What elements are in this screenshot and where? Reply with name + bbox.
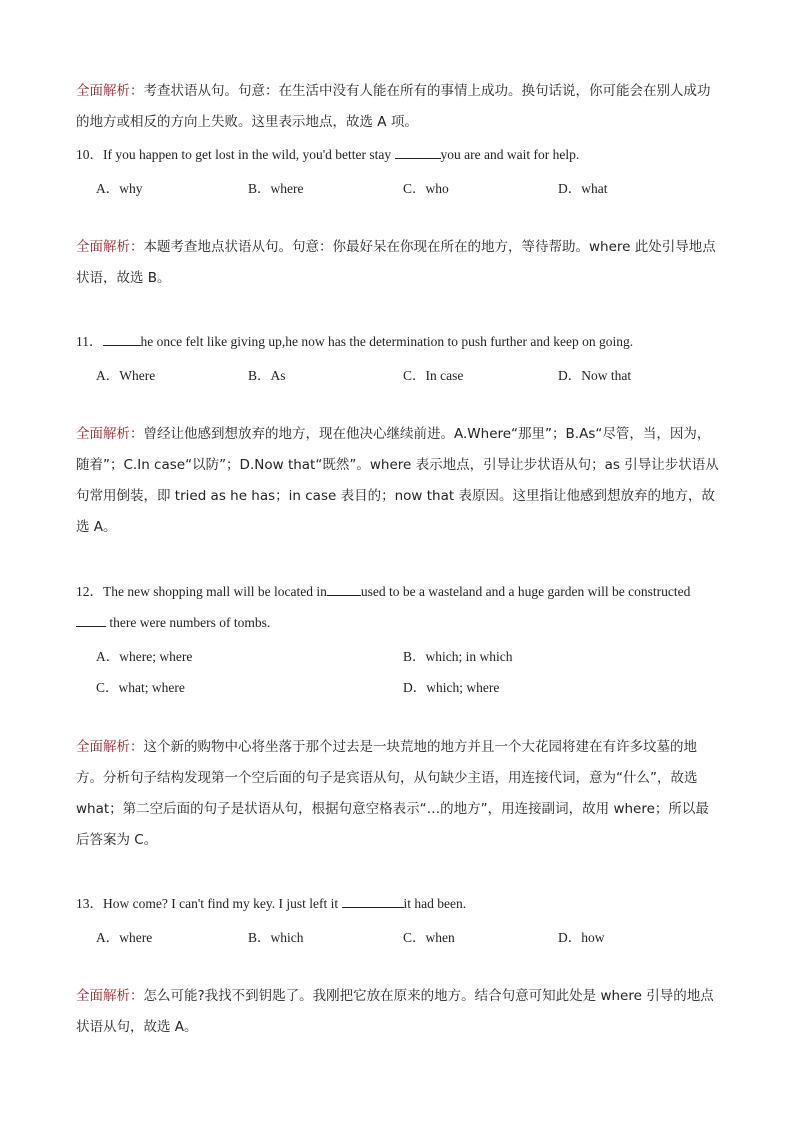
answer-blank-1 <box>327 583 361 596</box>
analysis-label: 全面解析： <box>76 426 144 442</box>
analysis-q12 <box>76 732 722 856</box>
option-c: C．In case <box>403 368 464 383</box>
question-number: 12． <box>76 584 103 599</box>
option-a: A．Where <box>96 368 156 383</box>
question-13 <box>76 888 722 919</box>
question-text-after: he once felt like giving up,he now has the determination to push further and keep on going. <box>140 334 634 349</box>
option-d: D．how <box>558 930 605 945</box>
option-d: D．which; where <box>403 680 500 695</box>
analysis-label: 全面解析： <box>76 988 144 1004</box>
question-text-before: The new shopping mall will be located in <box>103 584 327 599</box>
question-text-after: it had been. <box>403 896 467 911</box>
question-11 <box>76 326 722 357</box>
question-number: 10． <box>76 147 103 162</box>
answer-blank <box>342 895 404 908</box>
option-a: A．where <box>96 930 153 945</box>
question-text-before: How come? I can't find my key. I just left it <box>103 896 342 911</box>
analysis-text: 曾经让他感到想放弃的地方，现在他决心继续前进。A.Where“那里”；B.As“尽管，当，因为，随着”；C.In case“以防”；D.Now that“既然”。where 表示地点，引导让步状语从句；as 引导让步状语从句常用倒装，即 tried as he has；in case 表目的；now that 表原因。这里指让他感到想放弃的地方，故选 A。 <box>76 426 719 535</box>
analysis-q13 <box>76 981 722 1043</box>
option-c: C．when <box>403 930 455 945</box>
question-text-after: you are and wait for help. <box>440 147 580 162</box>
question-text-before: If you happen to get lost in the wild, you'd better stay <box>103 147 395 162</box>
analysis-q10 <box>76 232 722 294</box>
answer-blank <box>395 146 441 159</box>
analysis-label: 全面解析： <box>76 83 144 99</box>
analysis-text: 这个新的购物中心将坐落于那个过去是一块荒地的地方并且一个大花园将建在有许多坟墓的地方。分析句子结构发现第一个空后面的句子是宾语从句，从句缺少主语，用连接代词，意为“什么”，故选 what；第二空后面的句子是状语从句，根据句意空格表示“…的地方”，用连接副词，故用 where；所以最后答案为 C。 <box>76 739 709 848</box>
analysis-text: 本题考查地点状语从句。句意：你最好呆在你现在所在的地方，等待帮助。where 此处引导地点状语，故选 B。 <box>76 239 716 286</box>
option-d: D．what <box>558 181 608 196</box>
analysis-label: 全面解析： <box>76 739 144 755</box>
analysis-label: 全面解析： <box>76 239 144 255</box>
answer-blank-2 <box>76 614 106 627</box>
option-c: C．who <box>403 181 449 196</box>
option-d: D．Now that <box>558 368 632 383</box>
question-number: 13． <box>76 896 103 911</box>
question-number: 11． <box>76 334 103 349</box>
option-c: C．what; where <box>96 680 185 695</box>
analysis-text: 怎么可能?我找不到钥匙了。我刚把它放在原来的地方。结合句意可知此处是 where 引导的地点状语从句，故选 A。 <box>76 988 714 1035</box>
option-b: B．which <box>248 930 304 945</box>
option-a: A．why <box>96 181 143 196</box>
option-b: B．which; in which <box>403 649 513 664</box>
question-text-middle: used to be a wasteland and a huge garden will be constructed <box>360 584 691 599</box>
question-10 <box>76 139 722 170</box>
analysis-q11 <box>76 419 722 543</box>
option-b: B．where <box>248 181 304 196</box>
analysis-text: 考查状语从句。句意：在生活中没有人能在所有的事情上成功。换句话说，你可能会在别人成功的地方或相反的方向上失败。这里表示地点，故选 A 项。 <box>76 83 711 130</box>
question-12 <box>76 576 722 638</box>
option-a: A．where; where <box>96 649 193 664</box>
analysis-q9 <box>76 76 722 138</box>
option-b: B．As <box>248 368 286 383</box>
answer-blank <box>103 333 141 346</box>
question-text-after: there were numbers of tombs. <box>106 615 271 630</box>
